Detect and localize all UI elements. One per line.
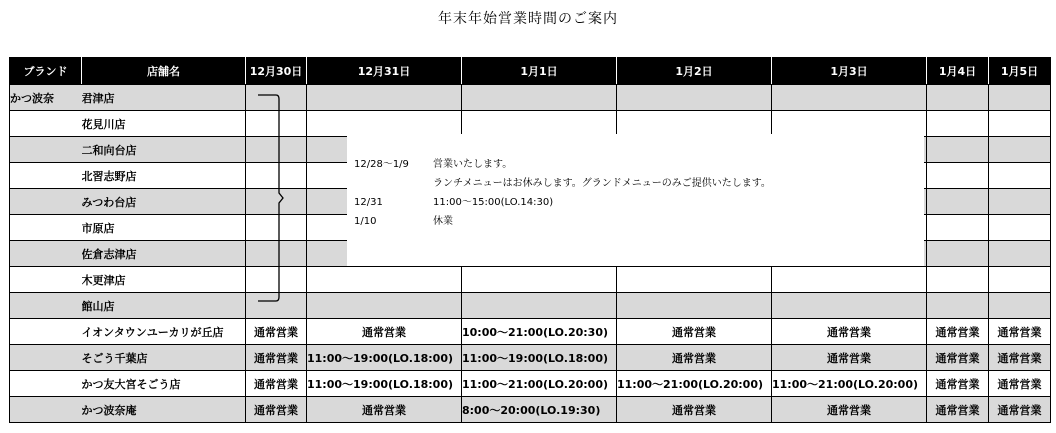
notice-date: 1/10 bbox=[354, 216, 377, 227]
table-row bbox=[10, 397, 1051, 423]
table-row bbox=[10, 267, 1051, 293]
hours-cell bbox=[307, 85, 462, 111]
store-name-cell: 花見川店 bbox=[82, 111, 246, 137]
notice-text: 休業 bbox=[433, 216, 453, 227]
notice-date: 12/31 bbox=[354, 197, 383, 208]
hours-cell bbox=[462, 293, 617, 319]
hours-cell: 通常営業 bbox=[927, 319, 989, 345]
table-row bbox=[10, 345, 1051, 371]
hours-cell: 11:00～19:00(LO.18:00) bbox=[307, 371, 462, 397]
table-row bbox=[10, 85, 1051, 111]
store-name-cell: 君津店 bbox=[82, 85, 246, 111]
table-row bbox=[10, 371, 1051, 397]
brand-cell bbox=[10, 319, 82, 345]
holiday-notice-box bbox=[347, 134, 924, 266]
table-row bbox=[10, 293, 1051, 319]
hours-cell bbox=[927, 215, 989, 241]
hours-cell: 11:00～21:00(LO.20:00) bbox=[617, 371, 772, 397]
store-name-cell: 館山店 bbox=[82, 293, 246, 319]
hours-cell bbox=[462, 111, 617, 137]
hours-cell: 通常営業 bbox=[617, 397, 772, 423]
hours-cell: 通常営業 bbox=[989, 345, 1051, 371]
hours-cell bbox=[772, 85, 927, 111]
brand-cell bbox=[10, 371, 82, 397]
hours-cell bbox=[989, 85, 1051, 111]
notice-text: 営業いたします。 bbox=[433, 159, 513, 170]
header-date: 1月5日 bbox=[989, 58, 1051, 85]
store-name-cell: 市原店 bbox=[82, 215, 246, 241]
header-date: 1月3日 bbox=[772, 58, 927, 85]
notice-text: 11:00～15:00(LO.14:30) bbox=[433, 197, 554, 208]
notice-date: 12/28～1/9 bbox=[354, 159, 409, 170]
hours-cell: 通常営業 bbox=[927, 345, 989, 371]
hours-cell bbox=[927, 85, 989, 111]
hours-cell bbox=[772, 267, 927, 293]
hours-cell bbox=[989, 267, 1051, 293]
hours-cell bbox=[989, 137, 1051, 163]
store-name-cell: 北習志野店 bbox=[82, 163, 246, 189]
hours-cell: 通常営業 bbox=[307, 397, 462, 423]
hours-cell: 通常営業 bbox=[246, 345, 307, 371]
hours-cell bbox=[989, 111, 1051, 137]
hours-cell: 通常営業 bbox=[989, 397, 1051, 423]
hours-cell: 通常営業 bbox=[246, 319, 307, 345]
header-brand: ブランド bbox=[10, 58, 82, 85]
brand-cell bbox=[10, 215, 82, 241]
brand-cell bbox=[10, 163, 82, 189]
store-name-cell: みつわ台店 bbox=[82, 189, 246, 215]
brand-cell bbox=[10, 293, 82, 319]
header-date: 1月2日 bbox=[617, 58, 772, 85]
hours-cell: 通常営業 bbox=[772, 319, 927, 345]
store-name-cell: イオンタウンユーカリが丘店 bbox=[82, 319, 246, 345]
brand-cell bbox=[10, 137, 82, 163]
hours-cell bbox=[989, 241, 1051, 267]
store-name-cell: 二和向台店 bbox=[82, 137, 246, 163]
hours-cell bbox=[927, 267, 989, 293]
brand-cell bbox=[10, 241, 82, 267]
store-name-cell: 佐倉志津店 bbox=[82, 241, 246, 267]
hours-cell bbox=[927, 111, 989, 137]
hours-cell: 通常営業 bbox=[617, 345, 772, 371]
table-header-row bbox=[10, 58, 1051, 85]
header-date: 1月4日 bbox=[927, 58, 989, 85]
hours-cell bbox=[989, 293, 1051, 319]
hours-cell bbox=[989, 163, 1051, 189]
hours-cell bbox=[772, 293, 927, 319]
hours-cell: 11:00～21:00(LO.20:00) bbox=[462, 371, 617, 397]
table-row bbox=[10, 111, 1051, 137]
hours-cell bbox=[927, 241, 989, 267]
table-row bbox=[10, 319, 1051, 345]
hours-cell: 8:00～20:00(LO.19:30) bbox=[462, 397, 617, 423]
header-store: 店舗名 bbox=[82, 58, 246, 85]
bracket-brace-icon bbox=[255, 93, 285, 305]
hours-cell bbox=[462, 267, 617, 293]
brand-cell bbox=[10, 111, 82, 137]
hours-cell: 通常営業 bbox=[772, 397, 927, 423]
hours-cell: 通常営業 bbox=[307, 319, 462, 345]
hours-cell: 11:00～21:00(LO.20:00) bbox=[772, 371, 927, 397]
hours-cell bbox=[927, 163, 989, 189]
hours-cell: 通常営業 bbox=[617, 319, 772, 345]
hours-cell: 11:00～19:00(LO.18:00) bbox=[307, 345, 462, 371]
store-name-cell: かつ友大宮そごう店 bbox=[82, 371, 246, 397]
brand-cell: かつ波奈 bbox=[10, 85, 82, 111]
hours-cell bbox=[307, 293, 462, 319]
hours-cell bbox=[617, 85, 772, 111]
hours-cell bbox=[617, 111, 772, 137]
hours-cell: 通常営業 bbox=[772, 345, 927, 371]
hours-cell bbox=[927, 293, 989, 319]
hours-cell bbox=[989, 189, 1051, 215]
hours-cell bbox=[462, 85, 617, 111]
store-name-cell: 木更津店 bbox=[82, 267, 246, 293]
hours-cell bbox=[617, 267, 772, 293]
hours-cell: 通常営業 bbox=[246, 371, 307, 397]
store-name-cell: かつ波奈庵 bbox=[82, 397, 246, 423]
hours-cell bbox=[617, 293, 772, 319]
hours-cell bbox=[307, 267, 462, 293]
notice-text: ランチメニューはお休みします。グランドメニューのみご提供いたします。 bbox=[433, 178, 771, 189]
hours-cell bbox=[307, 111, 462, 137]
header-date: 12月30日 bbox=[246, 58, 307, 85]
store-name-cell: そごう千葉店 bbox=[82, 345, 246, 371]
brand-cell bbox=[10, 267, 82, 293]
hours-cell: 通常営業 bbox=[927, 371, 989, 397]
brand-cell bbox=[10, 345, 82, 371]
hours-cell: 通常営業 bbox=[927, 397, 989, 423]
hours-cell bbox=[989, 215, 1051, 241]
hours-cell: 通常営業 bbox=[989, 319, 1051, 345]
hours-cell bbox=[772, 111, 927, 137]
brand-cell bbox=[10, 189, 82, 215]
header-date: 12月31日 bbox=[307, 58, 462, 85]
hours-cell: 11:00～19:00(LO.18:00) bbox=[462, 345, 617, 371]
page-title: 年末年始営業時間のご案内 bbox=[438, 11, 618, 27]
hours-cell bbox=[927, 189, 989, 215]
hours-cell: 通常営業 bbox=[246, 397, 307, 423]
brand-cell bbox=[10, 397, 82, 423]
hours-cell bbox=[927, 137, 989, 163]
hours-cell: 10:00～21:00(LO.20:30) bbox=[462, 319, 617, 345]
header-date: 1月1日 bbox=[462, 58, 617, 85]
hours-cell: 通常営業 bbox=[989, 371, 1051, 397]
